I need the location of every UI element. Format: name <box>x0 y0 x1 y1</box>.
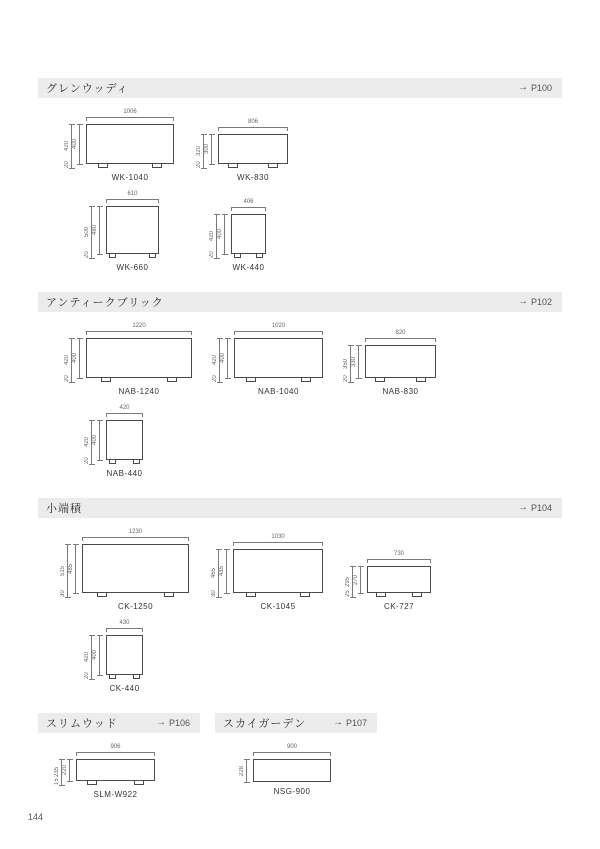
section-title: 小端積 <box>46 503 82 515</box>
product-outline <box>82 544 189 593</box>
dim-total-height-label: 500 <box>84 227 90 238</box>
dim-body-height-label: 400 <box>72 139 78 150</box>
product-foot <box>228 164 238 168</box>
arrow-right-icon: → <box>332 717 343 728</box>
page-reference-link[interactable] <box>156 718 190 728</box>
section-glenwoody <box>38 78 562 276</box>
product-foot <box>152 164 162 168</box>
dim-leg-height-label: 20 <box>84 672 90 680</box>
section-header <box>38 78 562 98</box>
dim-tick <box>106 413 107 417</box>
dim-width-label: 900 <box>286 744 297 750</box>
dim-tick <box>330 752 331 756</box>
dim-tick <box>430 559 431 563</box>
dim-leg-height-label: 20 <box>84 457 90 465</box>
dim-tick <box>287 127 288 131</box>
dim-body-height-label: 330 <box>351 356 357 367</box>
dim-line <box>106 628 143 629</box>
page-reference-link[interactable] <box>333 718 367 728</box>
product-figure <box>211 533 325 615</box>
dim-line <box>231 207 266 208</box>
product-foot <box>268 164 278 168</box>
product-outline <box>231 214 266 254</box>
page-content <box>38 78 562 807</box>
half-section-row <box>38 713 562 807</box>
dim-tick <box>73 593 79 594</box>
product-outline <box>367 566 431 593</box>
dim-total-height-label: 420 <box>209 231 215 242</box>
dim-total-height-label: 350 <box>343 358 349 369</box>
product-foot <box>98 164 108 168</box>
product-outline <box>106 420 143 460</box>
product-row <box>38 743 200 803</box>
product-foot <box>412 593 422 597</box>
dim-line <box>358 345 359 378</box>
dim-tick <box>244 782 250 783</box>
dim-line <box>253 752 331 753</box>
section-skygarden <box>215 713 377 804</box>
dim-total-height-label: 420 <box>84 652 90 663</box>
dim-line <box>86 117 174 118</box>
dim-total-height-label: 235 <box>54 767 60 778</box>
product-row <box>38 404 562 482</box>
arrow-right-icon: → <box>155 717 166 728</box>
dim-leg-height-label: 20 <box>84 251 90 259</box>
product-foot <box>234 254 241 258</box>
product-model-label: CK-1045 <box>260 602 296 611</box>
dim-tick <box>224 593 230 594</box>
page-reference-label: P107 <box>345 718 367 728</box>
section-header <box>38 292 562 312</box>
dim-tick <box>142 413 143 417</box>
dim-width-label: 1230 <box>128 529 143 535</box>
dim-line <box>233 542 323 543</box>
page-reference-link[interactable] <box>518 83 552 93</box>
dim-tick <box>356 378 362 379</box>
dim-tick <box>97 460 103 461</box>
dim-body-height-label: 400 <box>72 353 78 364</box>
dim-line <box>234 331 323 332</box>
dim-leg-height-label: 20 <box>343 375 349 383</box>
section-kobazumi <box>38 498 562 697</box>
dim-line <box>224 214 225 254</box>
product-figure <box>64 108 176 186</box>
dim-tick <box>67 781 73 782</box>
product-foot <box>246 593 256 597</box>
dim-tick <box>76 752 77 756</box>
dim-tick <box>225 378 231 379</box>
section-title: アンティークブリック <box>46 297 164 309</box>
product-figure <box>231 743 333 800</box>
dim-line <box>106 413 143 414</box>
product-model-label: NSG-900 <box>273 787 311 796</box>
dim-total-height-label: 465 <box>211 568 217 579</box>
dim-tick <box>231 207 232 211</box>
dim-total-height-label: 420 <box>212 355 218 366</box>
dim-body-height-label: 485 <box>68 563 74 574</box>
product-foot <box>87 781 97 785</box>
dim-tick <box>218 127 219 131</box>
section-antique-brick <box>38 292 562 482</box>
product-figure <box>209 198 268 276</box>
dim-width-label: 820 <box>395 330 406 336</box>
dim-total-height-label: 320 <box>196 146 202 157</box>
product-figure <box>84 190 161 276</box>
dim-tick <box>86 331 87 335</box>
dim-width-label: 610 <box>127 191 138 197</box>
dim-tick <box>435 338 436 342</box>
product-foot <box>301 378 311 382</box>
product-model-label: WK-660 <box>116 263 149 272</box>
dim-tick <box>173 117 174 121</box>
dim-line <box>246 759 247 782</box>
dim-tick <box>191 331 192 335</box>
dim-tick <box>142 628 143 632</box>
dim-body-height-label: 435 <box>219 566 225 577</box>
product-foot <box>134 781 144 785</box>
dim-body-height-label: 220 <box>62 765 68 776</box>
dim-line <box>360 566 361 593</box>
product-outline <box>86 124 174 164</box>
product-foot <box>256 254 263 258</box>
product-row <box>38 108 562 186</box>
dim-line <box>69 759 70 781</box>
dim-leg-height-label: 30 <box>211 590 217 598</box>
product-outline <box>253 759 331 782</box>
product-figure <box>84 404 145 482</box>
dim-tick <box>358 593 364 594</box>
dim-line <box>367 559 431 560</box>
section-header <box>215 713 377 733</box>
dim-tick <box>106 628 107 632</box>
product-outline <box>233 549 323 593</box>
dim-tick <box>322 331 323 335</box>
dim-total-height-label: 515 <box>60 565 66 576</box>
product-model-label: NAB-1040 <box>258 387 299 396</box>
product-foot <box>149 254 156 258</box>
page-reference-label: P104 <box>530 503 552 513</box>
product-model-label: WK-440 <box>232 263 265 272</box>
page-reference-label: P100 <box>530 83 552 93</box>
arrow-right-icon: → <box>517 296 528 307</box>
dim-line <box>76 752 155 753</box>
dim-tick <box>253 752 254 756</box>
product-foot <box>109 675 116 679</box>
dim-body-height-label: 300 <box>204 144 210 155</box>
dim-line <box>106 199 159 200</box>
dim-width-label: 1030 <box>271 534 285 540</box>
product-foot <box>97 593 107 597</box>
dim-tick <box>86 117 87 121</box>
dim-width-label: 806 <box>247 119 258 125</box>
dim-tick <box>188 537 189 541</box>
section-title: グレンウッディ <box>46 83 129 95</box>
product-model-label: CK-440 <box>109 684 140 693</box>
dim-tick <box>158 199 159 203</box>
product-figure <box>212 322 325 400</box>
dim-leg-height-label: 15 <box>54 778 60 786</box>
dim-line <box>226 549 227 593</box>
dim-leg-height-label: 30 <box>60 590 66 598</box>
product-foot <box>101 378 111 382</box>
dim-tick <box>233 542 234 546</box>
dim-width-label: 430 <box>119 620 130 626</box>
product-foot <box>109 254 116 258</box>
product-row <box>38 190 562 276</box>
product-foot <box>164 593 174 597</box>
dim-total-height-label: 228 <box>239 765 245 776</box>
dim-tick <box>77 164 83 165</box>
dim-tick <box>234 331 235 335</box>
dim-total-height-label: 420 <box>64 355 70 366</box>
dim-body-height-label: 400 <box>92 650 98 661</box>
product-row <box>38 619 562 697</box>
product-outline <box>234 338 323 378</box>
dim-width-label: 906 <box>110 744 121 750</box>
dim-line <box>218 127 288 128</box>
product-outline <box>86 338 192 378</box>
dim-width-label: 1006 <box>123 109 137 115</box>
dim-line <box>75 544 76 593</box>
dim-line <box>99 635 100 675</box>
product-figure <box>64 322 194 400</box>
product-outline <box>365 345 436 378</box>
dim-width-label: 1220 <box>132 323 146 329</box>
product-outline <box>76 759 155 781</box>
dim-leg-height-label: 25 <box>345 590 351 598</box>
dim-tick <box>265 207 266 211</box>
dim-leg-height-label: 20 <box>64 375 70 383</box>
product-figure <box>60 528 191 615</box>
dim-total-height-label: 420 <box>64 141 70 152</box>
product-model-label: CK-727 <box>383 602 415 611</box>
dim-line <box>99 420 100 460</box>
dim-body-height-label: 400 <box>220 353 226 364</box>
product-model-label: NAB-440 <box>106 469 143 478</box>
dim-line <box>227 338 228 378</box>
product-row <box>215 743 377 800</box>
product-foot <box>376 593 386 597</box>
product-foot <box>375 378 385 382</box>
page-reference-label: P106 <box>168 718 190 728</box>
product-outline <box>218 134 288 164</box>
page-reference-label: P102 <box>530 297 552 307</box>
dim-body-height-label: 480 <box>92 225 98 236</box>
dim-tick <box>209 164 215 165</box>
product-figure <box>343 329 438 400</box>
product-figure <box>345 550 433 615</box>
product-model-label: NAB-830 <box>382 387 419 396</box>
product-row <box>38 528 562 615</box>
product-model-label: WK-1040 <box>111 173 149 182</box>
dim-tick <box>367 559 368 563</box>
page-reference-link[interactable] <box>518 297 552 307</box>
section-title: スカイガーデン <box>223 718 307 730</box>
dim-body-height-label: 270 <box>353 574 359 585</box>
product-foot <box>416 378 426 382</box>
dim-tick <box>365 338 366 342</box>
dim-width-label: 420 <box>119 405 130 411</box>
dim-width-label: 1020 <box>271 323 286 329</box>
dim-tick <box>82 537 83 541</box>
section-slimwood <box>38 713 200 807</box>
dim-line <box>79 124 80 164</box>
dim-line <box>99 206 100 254</box>
dim-line <box>86 331 192 332</box>
dim-line <box>79 338 80 378</box>
product-foot <box>300 593 310 597</box>
dim-width-label: 730 <box>393 551 404 557</box>
dim-width-label: 406 <box>243 199 254 205</box>
product-foot <box>167 378 177 382</box>
dim-tick <box>77 378 83 379</box>
dim-body-height-label: 400 <box>92 435 98 446</box>
product-row <box>38 322 562 400</box>
dim-leg-height-label: 20 <box>64 161 70 169</box>
product-model-label: WK-830 <box>237 173 269 182</box>
arrow-right-icon: → <box>517 502 528 513</box>
dim-tick <box>106 199 107 203</box>
dim-tick <box>154 752 155 756</box>
dim-leg-height-label: 20 <box>209 251 215 259</box>
dim-body-height-label: 400 <box>217 229 223 240</box>
page-number: 144 <box>28 812 44 822</box>
dim-tick <box>322 542 323 546</box>
product-outline <box>106 206 159 254</box>
section-header <box>38 498 562 518</box>
arrow-right-icon: → <box>517 82 528 93</box>
dim-tick <box>97 254 103 255</box>
product-model-label: CK-1250 <box>117 602 154 611</box>
section-title: スリムウッド <box>46 718 118 730</box>
dim-total-height-label: 295 <box>345 576 351 587</box>
section-header <box>38 713 200 733</box>
product-figure <box>54 743 157 803</box>
product-figure <box>84 619 145 697</box>
dim-line <box>365 338 436 339</box>
dim-leg-height-label: 20 <box>196 161 202 169</box>
product-model-label: NAB-1240 <box>118 387 160 396</box>
product-foot <box>133 675 140 679</box>
dim-line <box>82 537 189 538</box>
dim-tick <box>97 675 103 676</box>
dim-tick <box>222 254 228 255</box>
product-figure <box>196 118 290 186</box>
dim-total-height-label: 420 <box>84 437 90 448</box>
product-foot <box>133 460 140 464</box>
product-foot <box>109 460 116 464</box>
product-model-label: SLM-W922 <box>93 790 138 799</box>
product-outline <box>106 635 143 675</box>
dim-line <box>211 134 212 164</box>
page-reference-link[interactable] <box>518 503 552 513</box>
dim-leg-height-label: 20 <box>212 375 218 383</box>
product-foot <box>246 378 256 382</box>
